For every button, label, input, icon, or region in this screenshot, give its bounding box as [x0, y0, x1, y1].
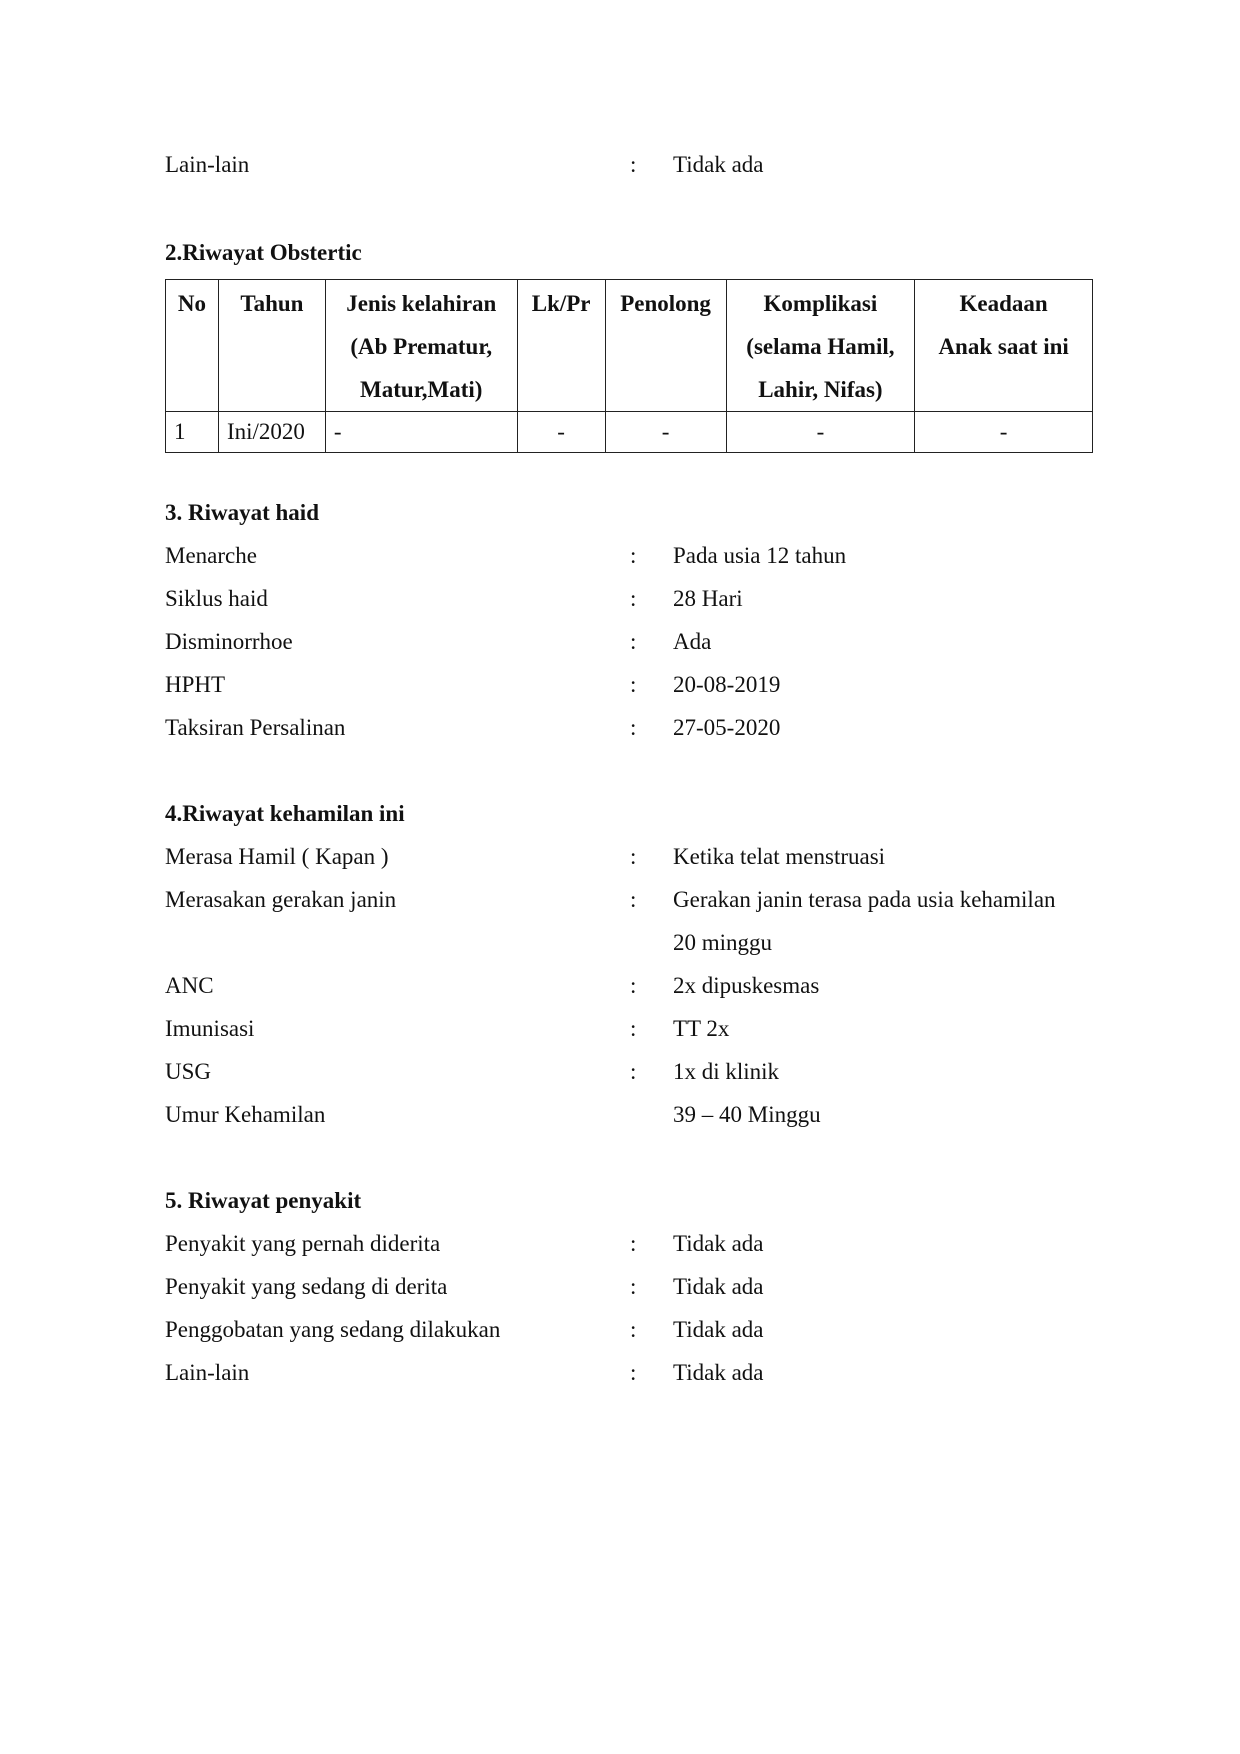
field-colon: :: [630, 1059, 637, 1084]
column-header-lk-pr: [517, 280, 605, 412]
field-colon: :: [630, 672, 637, 697]
field-label: Menarche: [165, 543, 257, 568]
column-header-jenis-kelahiran: [325, 280, 517, 412]
field-label: Lain-lain: [165, 1360, 250, 1385]
table-cell: 1: [166, 412, 219, 453]
field-colon: :: [630, 973, 637, 998]
field-label: Merasakan gerakan janin: [165, 887, 397, 912]
field-label: Lain-lain: [165, 152, 250, 177]
field-colon: :: [630, 844, 637, 869]
field-label: Penyakit yang sedang di derita: [165, 1274, 448, 1299]
field-value: Tidak ada: [673, 1231, 764, 1256]
field-label: Imunisasi: [165, 1016, 255, 1041]
field-label: Umur Kehamilan: [165, 1102, 326, 1127]
field-colon: :: [630, 1231, 637, 1256]
field-value: Ada: [673, 629, 712, 654]
field-colon: :: [630, 887, 637, 912]
field-value: Tidak ada: [673, 1274, 764, 1299]
field-label: USG: [165, 1059, 212, 1084]
field-colon: :: [630, 543, 637, 568]
field-value: Tidak ada: [673, 1317, 764, 1342]
field-label: Siklus haid: [165, 586, 268, 611]
field-label: HPHT: [165, 672, 226, 697]
section-heading: 5. Riwayat penyakit: [165, 1188, 362, 1213]
table-cell: -: [325, 412, 517, 453]
section-heading: 2.Riwayat Obstertic: [165, 240, 362, 265]
field-label: Merasa Hamil ( Kapan ): [165, 844, 389, 869]
field-value: 28 Hari: [673, 586, 743, 611]
field-value: 27-05-2020: [673, 715, 781, 740]
header-line: Tahun: [240, 291, 304, 316]
header-line: (Ab Prematur,: [350, 334, 493, 359]
column-header-penolong: [605, 280, 726, 412]
section-heading: 3. Riwayat haid: [165, 500, 319, 525]
section-heading: 4.Riwayat kehamilan ini: [165, 801, 405, 826]
header-line: Anak saat ini: [938, 334, 1069, 359]
header-line: Matur,Mati): [360, 377, 483, 402]
header-line: No: [177, 291, 207, 316]
table-cell: -: [605, 412, 726, 453]
field-colon: :: [630, 715, 637, 740]
field-value: Ketika telat menstruasi: [673, 844, 886, 869]
field-colon: :: [630, 1317, 637, 1342]
table-cell: Ini/2020: [218, 412, 325, 453]
field-colon: :: [630, 629, 637, 654]
field-value: Tidak ada: [673, 152, 764, 177]
field-value: Gerakan janin terasa pada usia kehamilan: [673, 887, 1056, 912]
field-value: Pada usia 12 tahun: [673, 543, 847, 568]
field-label: Taksiran Persalinan: [165, 715, 346, 740]
field-value: Tidak ada: [673, 1360, 764, 1385]
table-cell: -: [726, 412, 915, 453]
field-value: TT 2x: [673, 1016, 730, 1041]
header-line: Komplikasi: [763, 291, 878, 316]
header-line: Keadaan: [959, 291, 1048, 316]
obstetric-history-table: [165, 279, 1093, 453]
header-line: (selama Hamil,: [746, 334, 895, 359]
header-line: Lk/Pr: [531, 291, 591, 316]
field-value-continuation: 20 minggu: [673, 930, 773, 955]
column-header-no: [166, 280, 219, 412]
table-row: [166, 412, 1093, 453]
field-value: 1x di klinik: [673, 1059, 780, 1084]
field-label: Penggobatan yang sedang dilakukan: [165, 1317, 501, 1342]
header-line: Lahir, Nifas): [758, 377, 883, 402]
field-value: 39 – 40 Minggu: [673, 1102, 821, 1127]
field-colon: :: [630, 152, 637, 177]
table-cell: -: [517, 412, 605, 453]
column-header-keadaan-anak: [915, 280, 1093, 412]
column-header-komplikasi: [726, 280, 915, 412]
header-line: Jenis kelahiran: [346, 291, 497, 316]
header-line: Penolong: [620, 291, 711, 316]
field-colon: :: [630, 1360, 637, 1385]
field-value: 20-08-2019: [673, 672, 781, 697]
field-colon: :: [630, 586, 637, 611]
field-label: ANC: [165, 973, 214, 998]
field-colon: :: [630, 1274, 637, 1299]
column-header-tahun: [218, 280, 325, 412]
field-label: Penyakit yang pernah diderita: [165, 1231, 441, 1256]
table-header-row: [166, 280, 1093, 412]
field-colon: :: [630, 1016, 637, 1041]
table-cell: -: [915, 412, 1093, 453]
field-value: 2x dipuskesmas: [673, 973, 820, 998]
field-label: Disminorrhoe: [165, 629, 293, 654]
